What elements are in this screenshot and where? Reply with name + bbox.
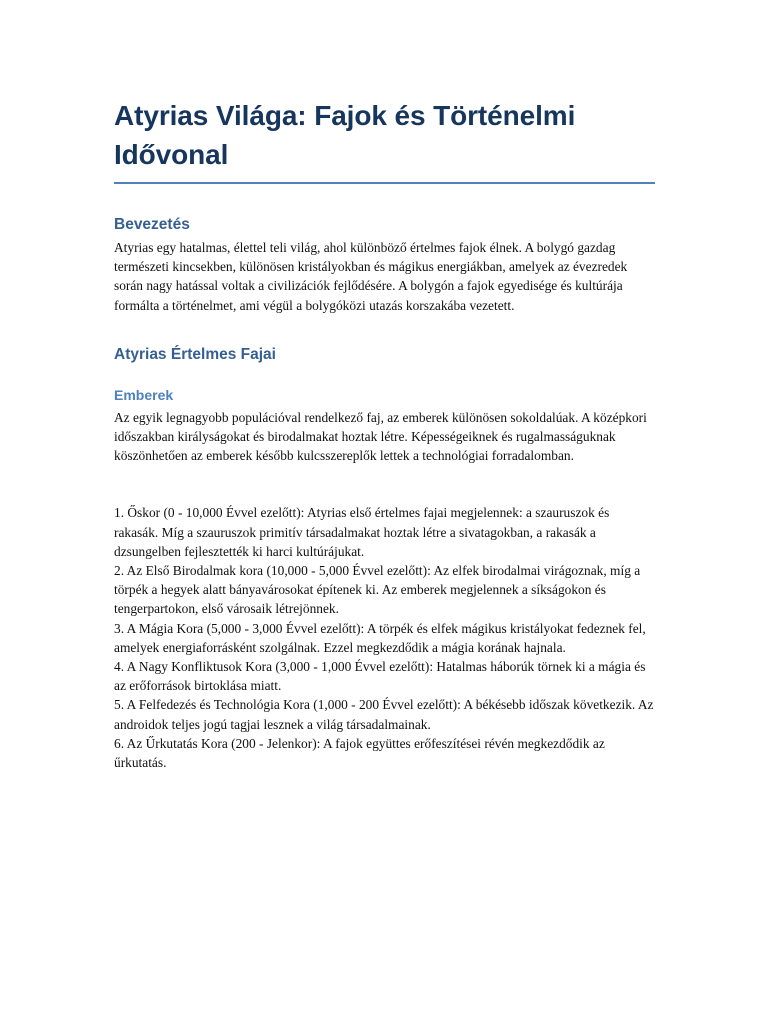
document-page (114, 96, 655, 772)
intro-heading: Bevezetés (114, 216, 190, 233)
timeline-item: 3. A Mágia Kora (5,000 - 3,000 Évvel ezelőtt): A törpék és elfek mágikus kristályokat fedeznek fel, amelyek energiaforrásként szolgálnak. Ezzel megkezdődik a mágia korának hajnala. (114, 620, 646, 655)
humans-heading: Emberek (114, 386, 174, 403)
timeline-item: 4. A Nagy Konfliktusok Kora (3,000 - 1,000 Évvel ezelőtt): Hatalmas háborúk törnek ki a mágia és az erőforrások birtoklása miatt. (114, 659, 646, 694)
humans-paragraph: Az egyik legnagyobb populációval rendelkező faj, az emberek különösen sokoldalúak. A középkori időszakban királyságokat és birodalmakat hoztak létre. Képességeiknek és rugalmasságuknak köszönhetően az emberek később kulcsszereplők lettek a technológiai forradalomban. (114, 409, 647, 464)
document-title: Atyrias Világa: Fajok és Történelmi Idővonal (114, 96, 655, 184)
timeline-list (114, 503, 655, 772)
races-heading: Atyrias Értelmes Fajai (114, 345, 276, 363)
timeline-item: 5. A Felfedezés és Technológia Kora (1,000 - 200 Évvel ezelőtt): A békésebb időszak következik. Az androidok teljes jogú tagjai lesznek a világ társadalmainak. (114, 697, 654, 732)
intro-paragraph: Atyrias egy hatalmas, élettel teli világ, ahol különböző értelmes fajok élnek. A bolygó gazdag természeti kincsekben, különösen kristályokban és mágikus energiákban, amelyek az évezredek során nagy hatással voltak a civilizációk fejlődésére. A bolygón a fajok egyedisége és kultúrája formálta a történelmet, ami végül a bolygóközi utazás korszakába vezetett. (114, 240, 628, 313)
timeline-item: 2. Az Első Birodalmak kora (10,000 - 5,000 Évvel ezelőtt): Az elfek birodalmai virágoznak, míg a törpék a hegyek alatt bányavárosokat építenek ki. Az emberek megjelennek a síkságokon és tengerpartokon, első városaik létrejönnek. (114, 563, 641, 617)
timeline-item: 6. Az Űrkutatás Kora (200 - Jelenkor): A fajok együttes erőfeszítései révén megkezdődik az űrkutatás. (114, 735, 605, 771)
timeline-item: 1. Őskor (0 - 10,000 Évvel ezelőtt): Atyrias első értelmes fajai megjelennek: a szauruszok és rakasák. Míg a szauruszok primitív társadalmakat hoztak létre a sivatagokban, a rakasák a dzsungelben fejlesztették ki harci kultúrájukat. (114, 505, 610, 559)
